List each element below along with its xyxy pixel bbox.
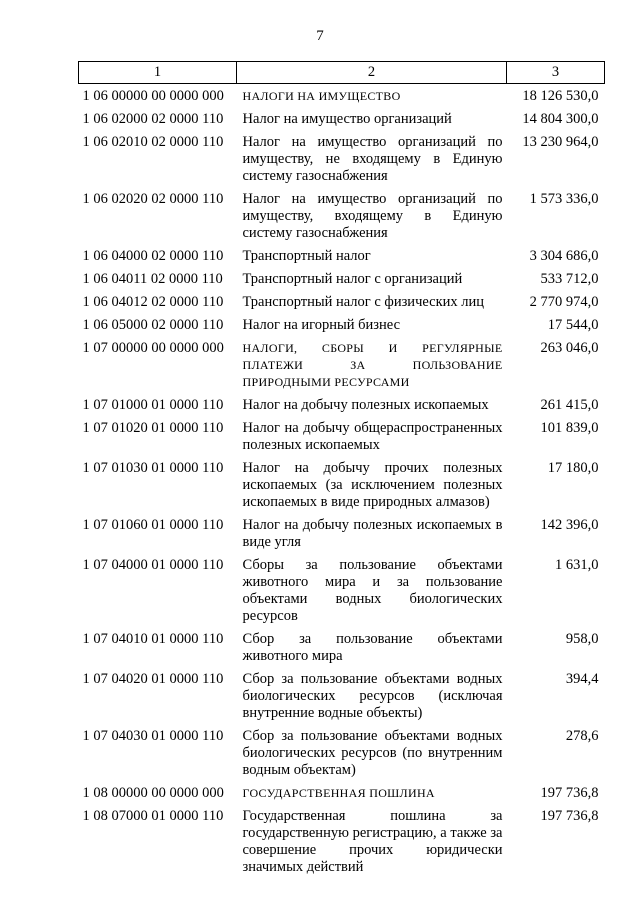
revenue-amount: 958,0 [565, 631, 599, 647]
classification-code: 1 07 01030 01 0000 110 [82, 460, 224, 476]
classification-code: 1 07 01000 01 0000 110 [82, 397, 224, 413]
table-row [79, 517, 605, 557]
revenue-name: Транспортный налог с физических лиц [242, 294, 485, 310]
revenue-amount: 13 230 964,0 [522, 134, 599, 150]
revenue-name: Налог на добычу прочих полезных ископаемых (за исключением полезных ископаемых в виде природных алмазов) [242, 460, 503, 510]
revenue-name: ГОСУДАРСТВЕННАЯ ПОШЛИНА [242, 786, 435, 800]
revenue-name: Налог на имущество организаций по имуществу, входящему в Единую систему газоснабжения [242, 191, 503, 241]
revenue-amount: 261 415,0 [540, 397, 599, 413]
table-row [79, 631, 605, 671]
revenue-name: Сбор за пользование объектами водных биологических ресурсов (исключая внутренние водные объекты) [242, 671, 503, 721]
revenue-amount: 197 736,8 [540, 785, 599, 801]
classification-code: 1 06 04000 02 0000 110 [82, 248, 224, 264]
classification-code: 1 07 01060 01 0000 110 [82, 517, 224, 533]
table-header-row [79, 62, 605, 84]
revenue-amount: 17 544,0 [547, 317, 599, 333]
table-row [79, 248, 605, 271]
revenue-name: НАЛОГИ, СБОРЫ И РЕГУЛЯРНЫЕ ПЛАТЕЖИ ЗА ПОЛЬЗОВАНИЕ ПРИРОДНЫМИ РЕСУРСАМИ [242, 341, 503, 389]
revenue-amount: 18 126 530,0 [522, 88, 599, 104]
table-row [79, 134, 605, 191]
revenue-name: НАЛОГИ НА ИМУЩЕСТВО [242, 89, 401, 103]
table-row [79, 785, 605, 808]
revenue-name: Налог на имущество организаций [242, 111, 452, 127]
table-row [79, 84, 605, 112]
table-row [79, 728, 605, 785]
revenue-name: Налог на добычу полезных ископаемых [242, 397, 489, 413]
revenue-amount: 142 396,0 [540, 517, 599, 533]
classification-code: 1 06 04012 02 0000 110 [82, 294, 224, 310]
classification-code: 1 06 02020 02 0000 110 [82, 191, 224, 207]
revenue-name: Транспортный налог [242, 248, 371, 264]
classification-code: 1 06 05000 02 0000 110 [82, 317, 224, 333]
revenue-name: Сбор за пользование объектами водных биологических ресурсов (по внутренним водным объектам) [242, 728, 503, 778]
column-header-code: 1 [79, 62, 237, 84]
column-header-amount: 3 [507, 62, 605, 84]
revenue-amount: 278,6 [565, 728, 599, 744]
revenue-name: Налог на добычу полезных ископаемых в виде угля [242, 517, 503, 550]
revenue-amount: 3 304 686,0 [529, 248, 599, 264]
table-row [79, 191, 605, 248]
revenue-amount: 1 631,0 [555, 557, 599, 573]
table-row [79, 271, 605, 294]
classification-code: 1 07 04030 01 0000 110 [82, 728, 224, 744]
classification-code: 1 07 04000 01 0000 110 [82, 557, 224, 573]
classification-code: 1 07 01020 01 0000 110 [82, 420, 224, 436]
table-row [79, 460, 605, 517]
revenue-name: Налог на игорный бизнес [242, 317, 401, 333]
table-row [79, 294, 605, 317]
revenue-name: Сборы за пользование объектами животного мира и за пользование объектами водных биологических ресурсов [242, 557, 503, 624]
revenue-name: Транспортный налог с организаций [242, 271, 463, 287]
budget-revenue-table [78, 61, 605, 882]
revenue-name: Налог на добычу общераспространенных полезных ископаемых [242, 420, 503, 453]
classification-code: 1 06 02010 02 0000 110 [82, 134, 224, 150]
classification-code: 1 07 04010 01 0000 110 [82, 631, 224, 647]
revenue-amount: 533 712,0 [540, 271, 599, 287]
classification-code: 1 07 00000 00 0000 000 [82, 340, 224, 356]
revenue-amount: 17 180,0 [547, 460, 599, 476]
table-row [79, 808, 605, 882]
revenue-amount: 263 046,0 [540, 340, 599, 356]
revenue-amount: 2 770 974,0 [529, 294, 599, 310]
page-number: 7 [316, 28, 324, 44]
classification-code: 1 06 04011 02 0000 110 [82, 271, 223, 287]
classification-code: 1 06 02000 02 0000 110 [82, 111, 224, 127]
classification-code: 1 08 00000 00 0000 000 [82, 785, 224, 801]
classification-code: 1 06 00000 00 0000 000 [82, 88, 224, 104]
revenue-amount: 101 839,0 [540, 420, 599, 436]
revenue-amount: 197 736,8 [540, 808, 599, 824]
revenue-amount: 14 804 300,0 [522, 111, 599, 127]
table-row [79, 111, 605, 134]
revenue-name: Государственная пошлина за государственную регистрацию, а также за совершение прочих юридически значимых действий [242, 808, 503, 875]
classification-code: 1 07 04020 01 0000 110 [82, 671, 224, 687]
table-row [79, 671, 605, 728]
revenue-amount: 1 573 336,0 [529, 191, 599, 207]
table-row [79, 557, 605, 631]
classification-code: 1 08 07000 01 0000 110 [82, 808, 224, 824]
revenue-name: Сбор за пользование объектами животного мира [242, 631, 503, 664]
table-body [79, 84, 605, 883]
table-row [79, 397, 605, 420]
table-row [79, 420, 605, 460]
revenue-amount: 394,4 [565, 671, 599, 687]
revenue-name: Налог на имущество организаций по имуществу, не входящему в Единую систему газоснабжения [242, 134, 503, 184]
table-row [79, 317, 605, 340]
column-header-name: 2 [237, 62, 507, 84]
table-row [79, 340, 605, 397]
